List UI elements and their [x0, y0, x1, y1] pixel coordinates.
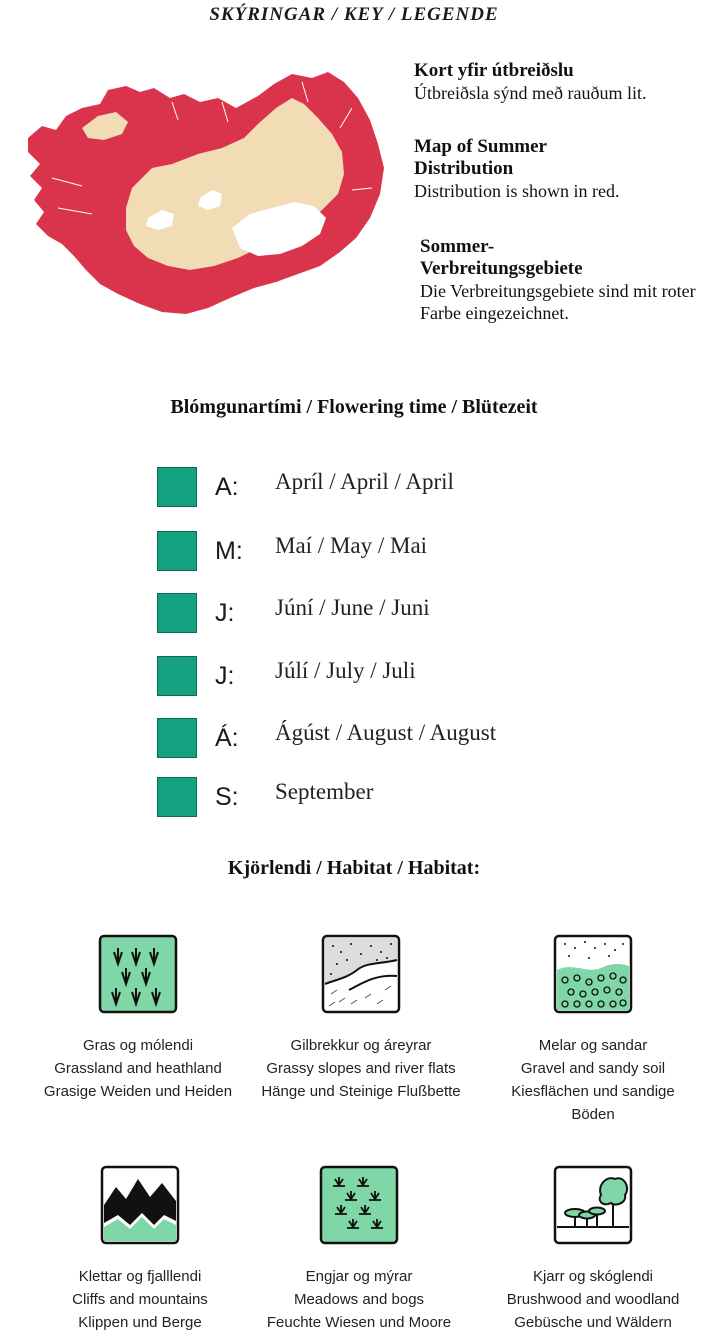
habitat-name-en: Brushwood and woodland	[506, 1291, 680, 1308]
flowering-swatch	[157, 718, 197, 758]
habitat-name-de: Kiesflächen und sandige	[511, 1083, 675, 1100]
distribution-desc: Distribution is shown in red.	[414, 181, 620, 201]
flowering-swatch	[157, 656, 197, 696]
habitat-name-de-cont: Böden	[571, 1106, 615, 1123]
month-name: Apríl / April / April	[275, 469, 454, 494]
month-name: Júní / June / Juni	[275, 595, 430, 620]
habitat-name-is: Klettar og fjalllendi	[78, 1268, 202, 1285]
month-code: J:	[215, 599, 235, 627]
flowering-swatch	[157, 777, 197, 817]
distribution-title: Map of Summer Distribution	[414, 136, 547, 179]
month-code: J:	[215, 662, 235, 690]
month-code: S:	[215, 783, 239, 811]
woodland-icon	[553, 1165, 633, 1245]
habitat-grassland	[23, 934, 253, 1103]
habitat-woodland	[478, 1165, 708, 1334]
habitat-label	[25, 1265, 255, 1334]
habitat-grassy-slopes	[246, 934, 476, 1103]
distribution-desc: Útbreiðsla sýnd með rauðum lit.	[414, 83, 647, 103]
month-code: Á:	[215, 724, 239, 752]
gravel-icon	[553, 934, 633, 1014]
month-name: September	[275, 779, 374, 804]
habitat-name-is: Engjar og mýrar	[305, 1268, 413, 1285]
month-row	[157, 531, 607, 575]
flowering-swatch	[157, 593, 197, 633]
habitat-label	[246, 1034, 476, 1103]
month-code: A:	[215, 473, 239, 501]
month-row	[157, 593, 607, 637]
meadows-icon	[319, 1165, 399, 1245]
month-row	[157, 718, 607, 762]
distribution-title: Sommer-Verbreitungsgebiete	[420, 236, 583, 279]
habitat-name-is: Gilbrekkur og áreyrar	[290, 1037, 432, 1054]
month-name: Ágúst / August / August	[275, 720, 497, 745]
grassland-icon	[98, 934, 178, 1014]
mountains-icon	[100, 1165, 180, 1245]
habitat-name-is: Kjarr og skóglendi	[532, 1268, 654, 1285]
distribution-note-is	[414, 60, 704, 104]
habitat-mountains	[25, 1165, 255, 1334]
month-name: Maí / May / Mai	[275, 533, 428, 558]
distribution-title: Kort yfir útbreiðslu	[414, 60, 574, 81]
habitat-title: Kjörlendi / Habitat / Habitat:	[227, 857, 481, 879]
month-row	[157, 656, 607, 700]
flowering-swatch	[157, 531, 197, 571]
flowering-title: Blómgunartími / Flowering time / Blütezeit	[170, 396, 538, 418]
month-code: M:	[215, 537, 243, 565]
month-name: Júlí / July / Juli	[275, 658, 416, 683]
iceland-distribution-map	[22, 68, 392, 318]
habitat-label	[244, 1265, 474, 1334]
habitat-name-de: Klippen und Berge	[78, 1314, 202, 1331]
distribution-note-en	[414, 136, 620, 202]
month-row	[157, 777, 607, 821]
habitat-name-en: Grassland and heathland	[54, 1060, 222, 1077]
habitat-label	[23, 1034, 253, 1103]
flowering-swatch	[157, 467, 197, 507]
habitat-label	[478, 1034, 708, 1126]
habitat-name-de: Feuchte Wiesen und Moore	[266, 1314, 452, 1331]
habitat-name-en: Gravel and sandy soil	[520, 1060, 666, 1077]
grassy-slopes-icon	[321, 934, 401, 1014]
month-row	[157, 467, 607, 511]
habitat-name-is: Gras og mólendi	[82, 1037, 194, 1054]
distribution-desc: Die Verbreitungsgebiete sind mit roter Farbe eingezeichnet.	[420, 281, 696, 323]
habitat-gravel	[478, 934, 708, 1126]
legend-header: SKÝRINGAR / KEY / LEGENDE	[209, 4, 499, 25]
habitat-name-de: Hänge und Steinige Flußbette	[261, 1083, 461, 1100]
distribution-note-de	[420, 236, 696, 324]
habitat-name-is: Melar og sandar	[538, 1037, 648, 1054]
habitat-meadows	[244, 1165, 474, 1334]
habitat-label	[478, 1265, 708, 1334]
habitat-name-de: Grasige Weiden und Heiden	[43, 1083, 233, 1100]
habitat-name-en: Cliffs and mountains	[72, 1291, 208, 1308]
habitat-name-de: Gebüsche und Wäldern	[514, 1314, 672, 1331]
habitat-name-en: Grassy slopes and river flats	[266, 1060, 456, 1077]
habitat-name-en: Meadows and bogs	[293, 1291, 425, 1308]
